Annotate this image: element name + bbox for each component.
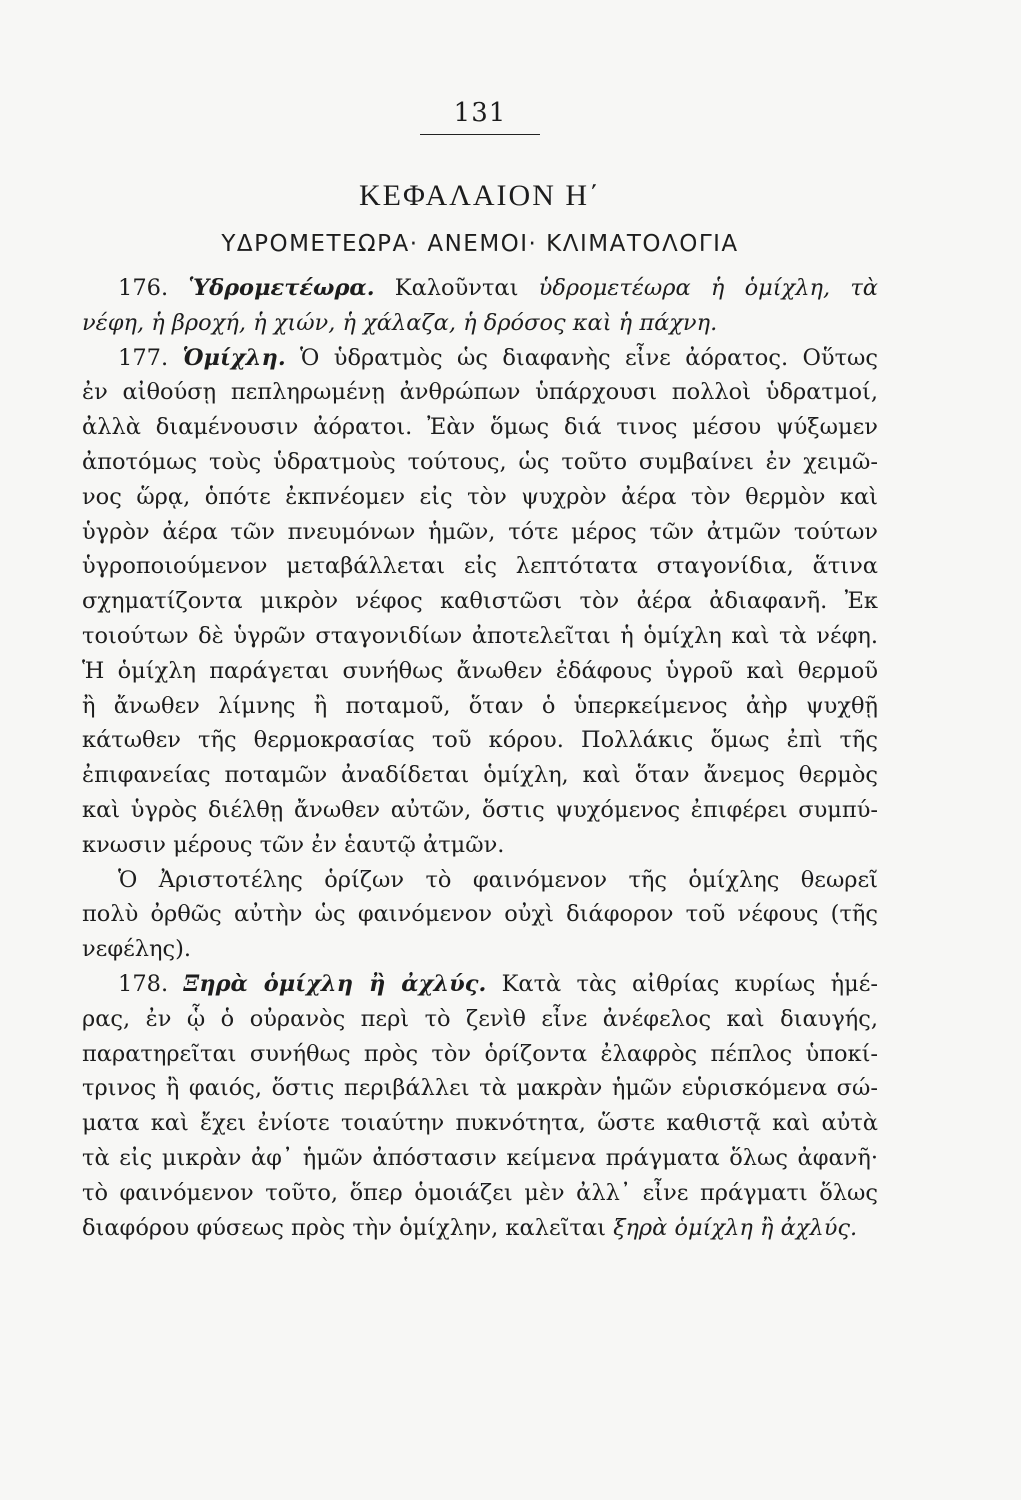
text-line: Ὁ Ἀριστοτέλης ὁρίζων τὸ φαινόμενον τῆς ὁμίχλης θεωρεῖ (118, 866, 878, 893)
section-heading: Ξηρὰ ὁμίχλη ἢ ἀχλύς. (183, 970, 487, 997)
text-line: ἀλλὰ διαμένουσιν ἀόρατοι. Ἐὰν ὅμως διά τινος μέσου ψύξωμεν (82, 414, 878, 441)
page-number: 131 (453, 98, 507, 128)
section-number: 176. (118, 275, 169, 301)
text-line: ὑγρὸν ἀέρα τῶν πνευμόνων ἡμῶν, τότε μέρος τῶν ἀτμῶν τούτων (82, 518, 878, 545)
text-line (82, 967, 878, 1002)
text-line: πολὺ ὀρθῶς αὐτὴν ὡς φαινόμενον οὐχὶ διάφορον τοῦ νέφους (τῆς (82, 901, 878, 928)
text-line (82, 1211, 878, 1246)
text-line: νεφέλης). (82, 936, 192, 963)
section-176 (82, 271, 878, 341)
text-line: τὸ φαινόμενον τοῦτο, ὅπερ ὁμοιάζει μὲν ἀλλ᾽ εἶνε πράγματι ὅλως (82, 1179, 878, 1206)
section-heading: Ὁμίχλη. (182, 344, 286, 371)
text-line: νος ὥρᾳ, ὁπότε ἐκπνέομεν εἰς τὸν ψυχρὸν ἀέρα τὸν θερμὸν καὶ (82, 483, 878, 510)
text-line: κάτωθεν τῆς θερμοκρασίας τοῦ κόρου. Πολλάκις ὅμως ἐπὶ τῆς (82, 727, 878, 754)
text-line: σχηματίζοντα μικρὸν νέφος καθιστῶσι τὸν ἀέρα ἀδιαφανῆ. Ἐκ (82, 588, 878, 615)
text-line: τοιούτων δὲ ὑγρῶν σταγονιδίων ἀποτελεῖται ἡ ὁμίχλη καὶ τὰ νέφη. (82, 622, 878, 649)
text-line: κνωσιν μέρους τῶν ἐν ἑαυτῷ ἀτμῶν. (82, 831, 505, 858)
chapter-subtitle: ΥΔΡΟΜΕΤΕΩΡΑ· ΑΝΕΜΟΙ· ΚΛΙΜΑΤΟΛΟΓΙΑ (221, 231, 739, 257)
text-line: ἐπιφανείας ποταμῶν ἀναδίδεται ὁμίχλη, καὶ ὅταν ἄνεμος θερμὸς (82, 762, 878, 789)
text-line: ἀποτόμως τοὺς ὑδρατμοὺς τούτους, ὡς τοῦτο συμβαίνει ἐν χειμῶ- (82, 448, 878, 475)
text-line: τὰ εἰς μικρὰν ἀφ᾽ ἡμῶν ἀπόστασιν κείμενα πράγματα ὅλως ἀφανῆ· (82, 1144, 878, 1171)
text-fragment: ὑδρομετέωρα ἡ ὁμίχλη, τὰ (538, 275, 878, 301)
text-fragment: Καλοῦνται (394, 275, 519, 301)
chapter-title: ΚΕΦΑΛΑΙΟΝ Η΄ (358, 179, 602, 212)
text-line: τρινος ἢ φαιός, ὅστις περιβάλλει τὰ μακρὰν ἡμῶν εὑρισκόμενα σώ- (82, 1075, 878, 1102)
text-fragment: διαφόρου φύσεως πρὸς τὴν ὁμίχλην, καλεῖται (82, 1214, 606, 1241)
text-fragment: ξηρὰ ὁμίχλη ἢ ἀχλύς. (613, 1214, 858, 1241)
section-178 (82, 967, 878, 1245)
text-line: νέφη, ἡ βροχή, ἡ χιών, ἡ χάλαζα, ἡ δρόσος καὶ ἡ πάχνη. (82, 309, 718, 336)
section-heading: Ὑδρομετέωρα. (188, 275, 375, 301)
text-line: ματα καὶ ἔχει ἐνίοτε τοιαύτην πυκνότητα, ὥστε καθιστᾷ καὶ αὐτὰ (82, 1110, 878, 1137)
text-line: ρας, ἐν ᾧ ὁ οὐρανὸς περὶ τὸ ζενὶθ εἶνε ἀνέφελος καὶ διαυγής, (82, 1005, 878, 1032)
text-line: Ἡ ὁμίχλη παράγεται συνήθως ἄνωθεν ἐδάφους ὑγροῦ καὶ θερμοῦ (82, 657, 878, 684)
text-line (82, 341, 878, 376)
section-number: 178. (118, 970, 169, 997)
text-line: ἢ ἄνωθεν λίμνης ἢ ποταμοῦ, ὅταν ὁ ὑπερκείμενος ἀὴρ ψυχθῇ (82, 692, 878, 719)
text-line: παρατηρεῖται συνήθως πρὸς τὸν ὁρίζοντα ἐλαφρὸς πέπλος ὑποκί- (82, 1040, 878, 1067)
text-line (82, 271, 878, 306)
text-line: ἐν αἰθούσῃ πεπληρωμένῃ ἀνθρώπων ὑπάρχουσι πολλοὶ ὑδρατμοί, (82, 379, 878, 406)
page (82, 98, 878, 1245)
text-fragment: Κατὰ τὰς αἰθρίας κυρίως ἡμέ- (501, 970, 879, 997)
section-number: 177. (118, 344, 169, 371)
header-rule (420, 134, 540, 135)
text-fragment: Ὁ ὑδρατμὸς ὡς διαφανὴς εἶνε ἀόρατος. Οὕτως (300, 344, 879, 371)
section-177 (82, 341, 878, 967)
text-line: ὑγροποιούμενον μεταβάλλεται εἰς λεπτότατα σταγονίδια, ἅτινα (82, 553, 878, 580)
text-line: καὶ ὑγρὸς διέλθῃ ἄνωθεν αὐτῶν, ὅστις ψυχόμενος ἐπιφέρει συμπύ- (82, 796, 878, 823)
